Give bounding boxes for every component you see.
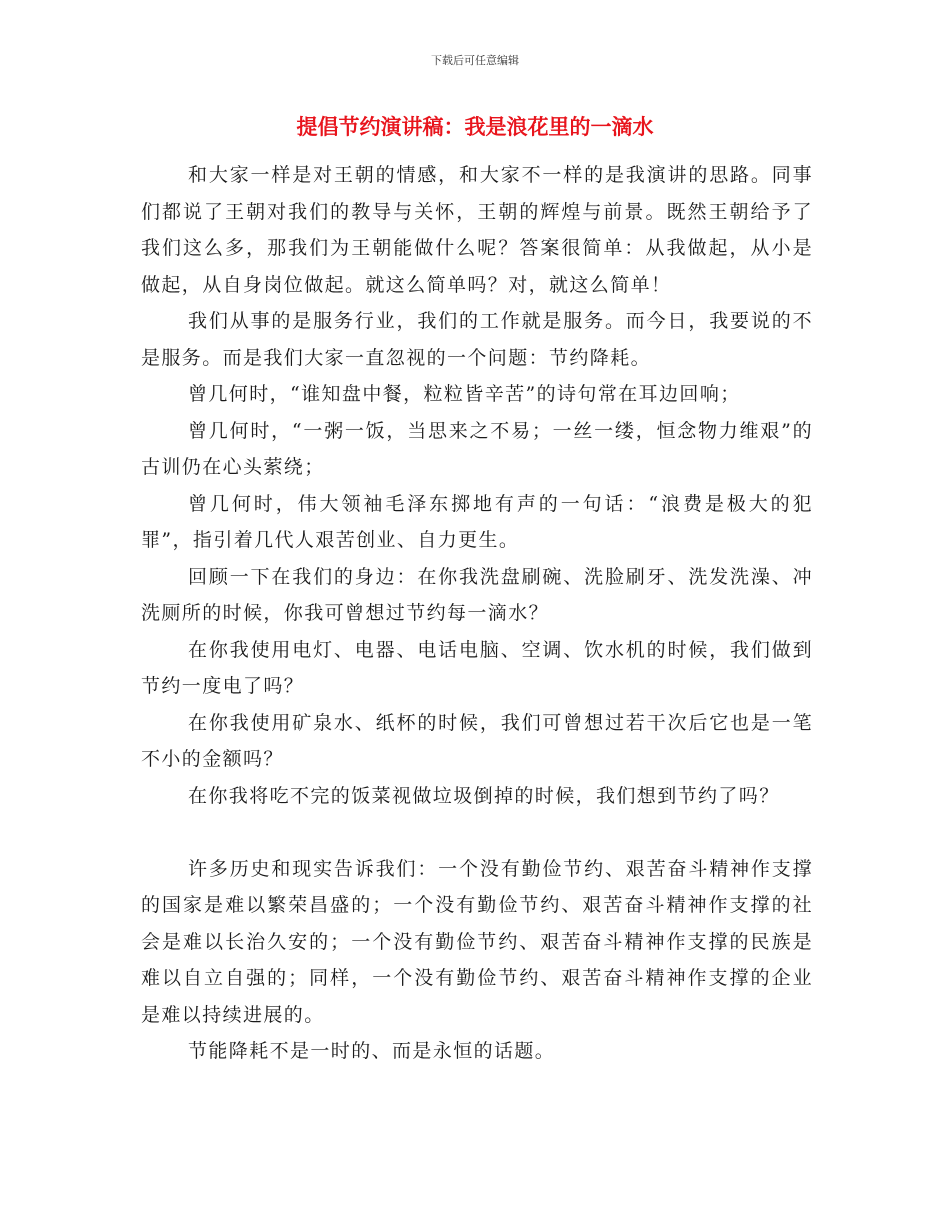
paragraph-mao-quote: 曾几何时，伟大领袖毛泽东掷地有声的一句话：“浪费是极大的犯罪”，指引着几代人艰苦创业、自力更生。 bbox=[141, 492, 813, 551]
document-title: 提倡节约演讲稿：我是浪花里的一滴水 bbox=[296, 115, 654, 139]
paragraph-ancient-motto: 曾几何时，“一粥一饭，当思来之不易；一丝一缕，恒念物力维艰”的古训仍在心头萦绕； bbox=[141, 419, 813, 478]
paragraph-food-waste: 在你我将吃不完的饭菜视做垃圾倒掉的时候，我们想到节约了吗？ bbox=[188, 784, 780, 807]
paragraph-conclusion: 节能降耗不是一时的、而是永恒的话题。 bbox=[188, 1040, 556, 1062]
paragraph-history: 许多历史和现实告诉我们：一个没有勤俭节约、艰苦奋斗精神作支撑的国家是难以繁荣昌盛的；一个没有勤俭节约、艰苦奋斗精神作支撑的社会是难以长治久安的；一个没有勤俭节约、艰苦奋斗精神作支撑的民族是难以自立自强的；同样，一个没有勤俭节约、艰苦奋斗精神作支撑的企业是难以持续进展的。 bbox=[141, 857, 813, 1026]
document-body bbox=[141, 157, 813, 1070]
paragraph-paper-cups: 在你我使用矿泉水、纸杯的时候，我们可曾想过若干次后它也是一笔不小的金额吗？ bbox=[141, 711, 813, 770]
paragraph-intro: 和大家一样是对王朝的情感，和大家不一样的是我演讲的思路。同事们都说了王朝对我们的教导与关怀，王朝的辉煌与前景。既然王朝给予了我们这么多，那我们为王朝能做什么呢？答案很简单：从我做起，从小是做起，从自身岗位做起。就这么简单吗？对，就这么简单！ bbox=[141, 164, 813, 296]
paragraph-water: 回顾一下在我们的身边：在你我洗盘刷碗、洗脸刷牙、洗发洗澡、冲洗厕所的时候，你我可曾想过节约每一滴水？ bbox=[141, 565, 813, 624]
paragraph-poem: 曾几何时，“谁知盘中餐，粒粒皆辛苦”的诗句常在耳边回响； bbox=[188, 383, 741, 405]
paragraph-electricity: 在你我使用电灯、电器、电话电脑、空调、饮水机的时候，我们做到节约一度电了吗？ bbox=[141, 638, 813, 697]
page-header-note: 下载后可任意编辑 bbox=[431, 54, 519, 67]
blank-line bbox=[141, 814, 813, 851]
paragraph-service: 我们从事的是服务行业，我们的工作就是服务。而今日，我要说的不是服务。而是我们大家一直忽视的一个问题：节约降耗。 bbox=[141, 310, 813, 369]
